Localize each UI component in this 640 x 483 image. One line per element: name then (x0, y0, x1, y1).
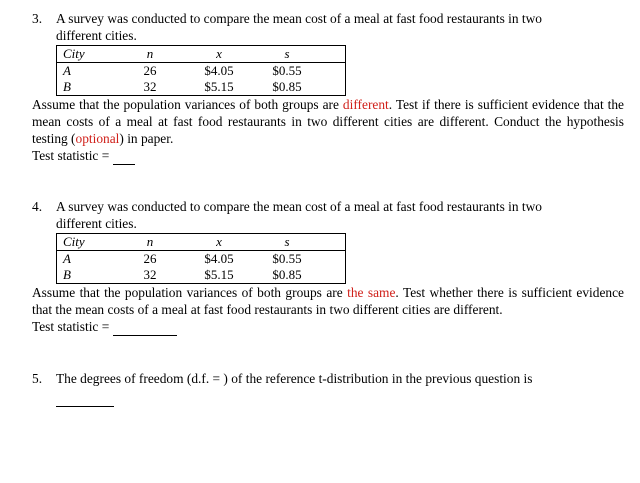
col-header-city: City (57, 234, 116, 251)
table-row: B 32 $5.15 $0.85 (63, 79, 302, 94)
col-header-city: City (57, 46, 116, 63)
highlight-different: different (342, 97, 389, 112)
col-header-s: s (253, 46, 321, 63)
col-header-s: s (253, 234, 321, 251)
test-statistic-line: Test statistic = (32, 147, 624, 165)
table-row: A 26 $4.05 $0.55 (63, 63, 302, 78)
table-row: B 32 $5.15 $0.85 (63, 267, 302, 282)
col-header-n: n (115, 46, 185, 63)
answer-blank[interactable] (56, 389, 114, 407)
test-statistic-line: Test statistic = (32, 318, 624, 336)
data-table (56, 45, 346, 96)
highlight-optional: optional (75, 131, 120, 146)
data-table (56, 233, 346, 284)
answer-blank[interactable] (113, 318, 177, 336)
question-stem: A survey was conducted to compare the mean cost of a meal at fast food restaurants in two (56, 11, 542, 26)
question-3 (32, 10, 624, 165)
question-stem-cont: different cities. (56, 28, 137, 43)
question-4 (32, 198, 624, 336)
highlight-same: the same (347, 285, 396, 300)
col-header-xbar: $\overline{x}$ (185, 46, 253, 63)
question-stem-cont: different cities. (56, 216, 137, 231)
question-number: 5. (32, 371, 43, 386)
question-stem: A survey was conducted to compare the mean cost of a meal at fast food restaurants in two (56, 199, 542, 214)
question-number: 4. (32, 199, 43, 214)
assumption-text: Assume that the population variances of both groups are the same. Test whether there is sufficient evidence that the mean costs of a meal at fast food restaurants in two different cities are different. (32, 285, 624, 317)
table-row: A 26 $4.05 $0.55 (63, 251, 302, 266)
question-number: 3. (32, 11, 43, 26)
question-text: The degrees of freedom (d.f. = ) of the reference t-distribution in the previous question is (56, 371, 533, 386)
assumption-text: Assume that the population variances of both groups are different. Test if there is sufficient evidence that the mean costs of a meal at fast food restaurants in two different cities are different. Conduct the hypothesis testing (optional) in paper. (32, 97, 624, 146)
col-header-xbar: $\overline{x}$ (185, 234, 253, 251)
answer-blank[interactable] (113, 147, 135, 165)
col-header-n: n (115, 234, 185, 251)
question-5 (32, 370, 624, 407)
